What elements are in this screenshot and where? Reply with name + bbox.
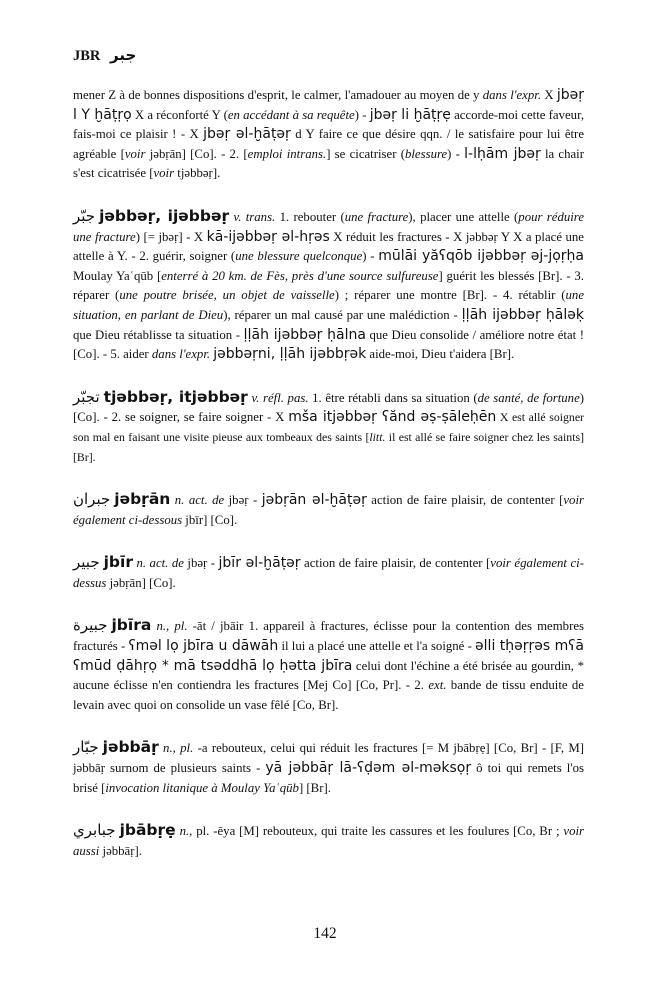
headword: jəbṛān <box>114 490 171 509</box>
headword: jbīr <box>103 553 133 572</box>
root-arabic: جبر <box>110 46 137 64</box>
headword-arabic: تجبّر <box>73 387 100 406</box>
root-label: JBR <box>73 48 101 64</box>
entry-jbir: جبير jbīr n. act. de jbəṛ - jbīr əl-ḫāṭəṛ action de faire plaisir, de contenter [voir également ci-dessus jəbṛān] [Co]. <box>73 553 584 590</box>
dictionary-body <box>73 86 584 884</box>
headword: jəbbāṛ <box>102 738 159 757</box>
entry-jebran: جبران jəbṛān n. act. de jbəṛ - jəbṛān əl-ḫāṭəṛ action de faire plaisir, de contenter [voir également ci-dessous jbīr] [Co]. <box>73 490 584 527</box>
headword-arabic: جبير <box>73 553 100 572</box>
headword-arabic: جبران <box>73 490 111 509</box>
headword: jbābṛẹ <box>119 821 176 840</box>
headword-arabic: جبّار <box>73 738 99 757</box>
entry-tjebber: تجبّر tjəbbəṛ, itjəbbəṛ v. réfl. pas. 1. être rétabli dans sa situation (de santé, de fortune) [Co]. - 2. se soigner, se faire soigner - X mša itjəbbəṛ ʕănd əṣ-ṣāleḥēn X est allé soigner son mal en faisant une visite pieuse aux tombeaux des saints [litt. il est allé se faire soigner chez les saints] [Br]. <box>73 387 585 464</box>
headword-arabic: جبابري <box>73 821 116 840</box>
headword-arabic: جبّر <box>73 206 96 225</box>
headword: jəbbəṛ, ijəbbəṛ <box>99 206 230 225</box>
entry-jbira: جبيرة jbīra n., pl. -āt / jbāir 1. appareil à fractures, éclisse pour la contention des membres fracturés - ʕməl lọ jbīra u dāwāh il lui a placé une attelle et l'a soigné - əlli tḥəṛṛəs mʕā ʕmūd ḍāhṛọ * mā tsəddhā lọ ḥətta jbīra celui dont l'échine a été brisée au gourdin, * aucune éclisse n'en contiendra les fractures [Mej Co] [Co, Pr]. - 2. ext. bande de tissu enduite de levain avec quoi on consolide un vase fêlé [Co, Br]. <box>73 616 585 712</box>
headword: jbīra <box>111 616 152 635</box>
headword-arabic: جبيرة <box>73 616 108 635</box>
entry-jbabre: جبابري jbābṛẹ n., pl. -ēya [M] rebouteux, qui traite les cassures et les foulures [Co, Br ; voir aussi jəbbāṛ]. <box>73 821 585 858</box>
page-header <box>73 46 136 65</box>
headword: tjəbbəṛ, itjəbbəṛ <box>103 387 248 406</box>
entry-jebbar: جبّار jəbbāṛ n., pl. -a rebouteux, celui qui réduit les fractures [= M jbābṛẹ] [Co, Br] - [F, M] jəbbāṛ surnom de plusieurs saints - yā jəbbāṛ lā-ʕḍəm əl-məksọṛ ô toi qui remets l'os brisé [invocation litanique à Moulay Yaʿqūb] [Br]. <box>73 738 585 795</box>
entry-intro-continuation: mener Z à de bonnes dispositions d'esprit, le calmer, l'amadouer au moyen de y dans l'expr. X jbəṛ l Y ḫāṭṛọ X a réconforté Y (en accédant à sa requête) - jbəṛ li ḫāṭṛẹ accorde-moi cette faveur, fais-moi ce plaisir ! - X jbəṛ əl-ḫāṭəṛ d Y faire ce que désire qqn. / le satisfaire pour lui être agréable [voir jəbṛān] [Co]. - 2. [emploi intrans.] se cicatriser (blessure) - l-lḥām jbəṛ la chair s'est cicatrisée [voir tjəbbəṛ]. <box>73 87 585 181</box>
entry-jebber: جبّر jəbbəṛ, ijəbbəṛ v. trans. 1. rebouter (une fracture), placer une attelle (pour réduire une fracture) [= jbəṛ] - X kā-ijəbbəṛ əl-hṛəs X réduit les fractures - X jəbbəṛ Y X a placé une attelle à Y. - 2. guérir, soigner (une blessure quelconque) - mūlāi yăʕqōb ijəbbəṛ əj-jọṛḥa Moulay Yaʿqūb [enterré à 20 km. de Fès, près d'une source sulfureuse] guérit les blessés [Br]. - 3. réparer (une poutre brisée, un objet de vaisselle) ; réparer une montre [Br]. - 4. rétablir (une situation, en parlant de Dieu), réparer un mal causé par une malédiction - ḷḷāh ijəbbəṛ ḥāləḳ que Dieu rétablisse ta situation - ḷḷāh ijəbbəṛ ḥālna que Dieu consolide / améliore notre état ! [Co]. - 5. aider dans l'expr. jəbbəṛni, ḷḷāh ijəbbṛək aide-moi, Dieu t'aidera [Br]. <box>73 206 585 363</box>
page-number: 142 <box>313 925 337 942</box>
